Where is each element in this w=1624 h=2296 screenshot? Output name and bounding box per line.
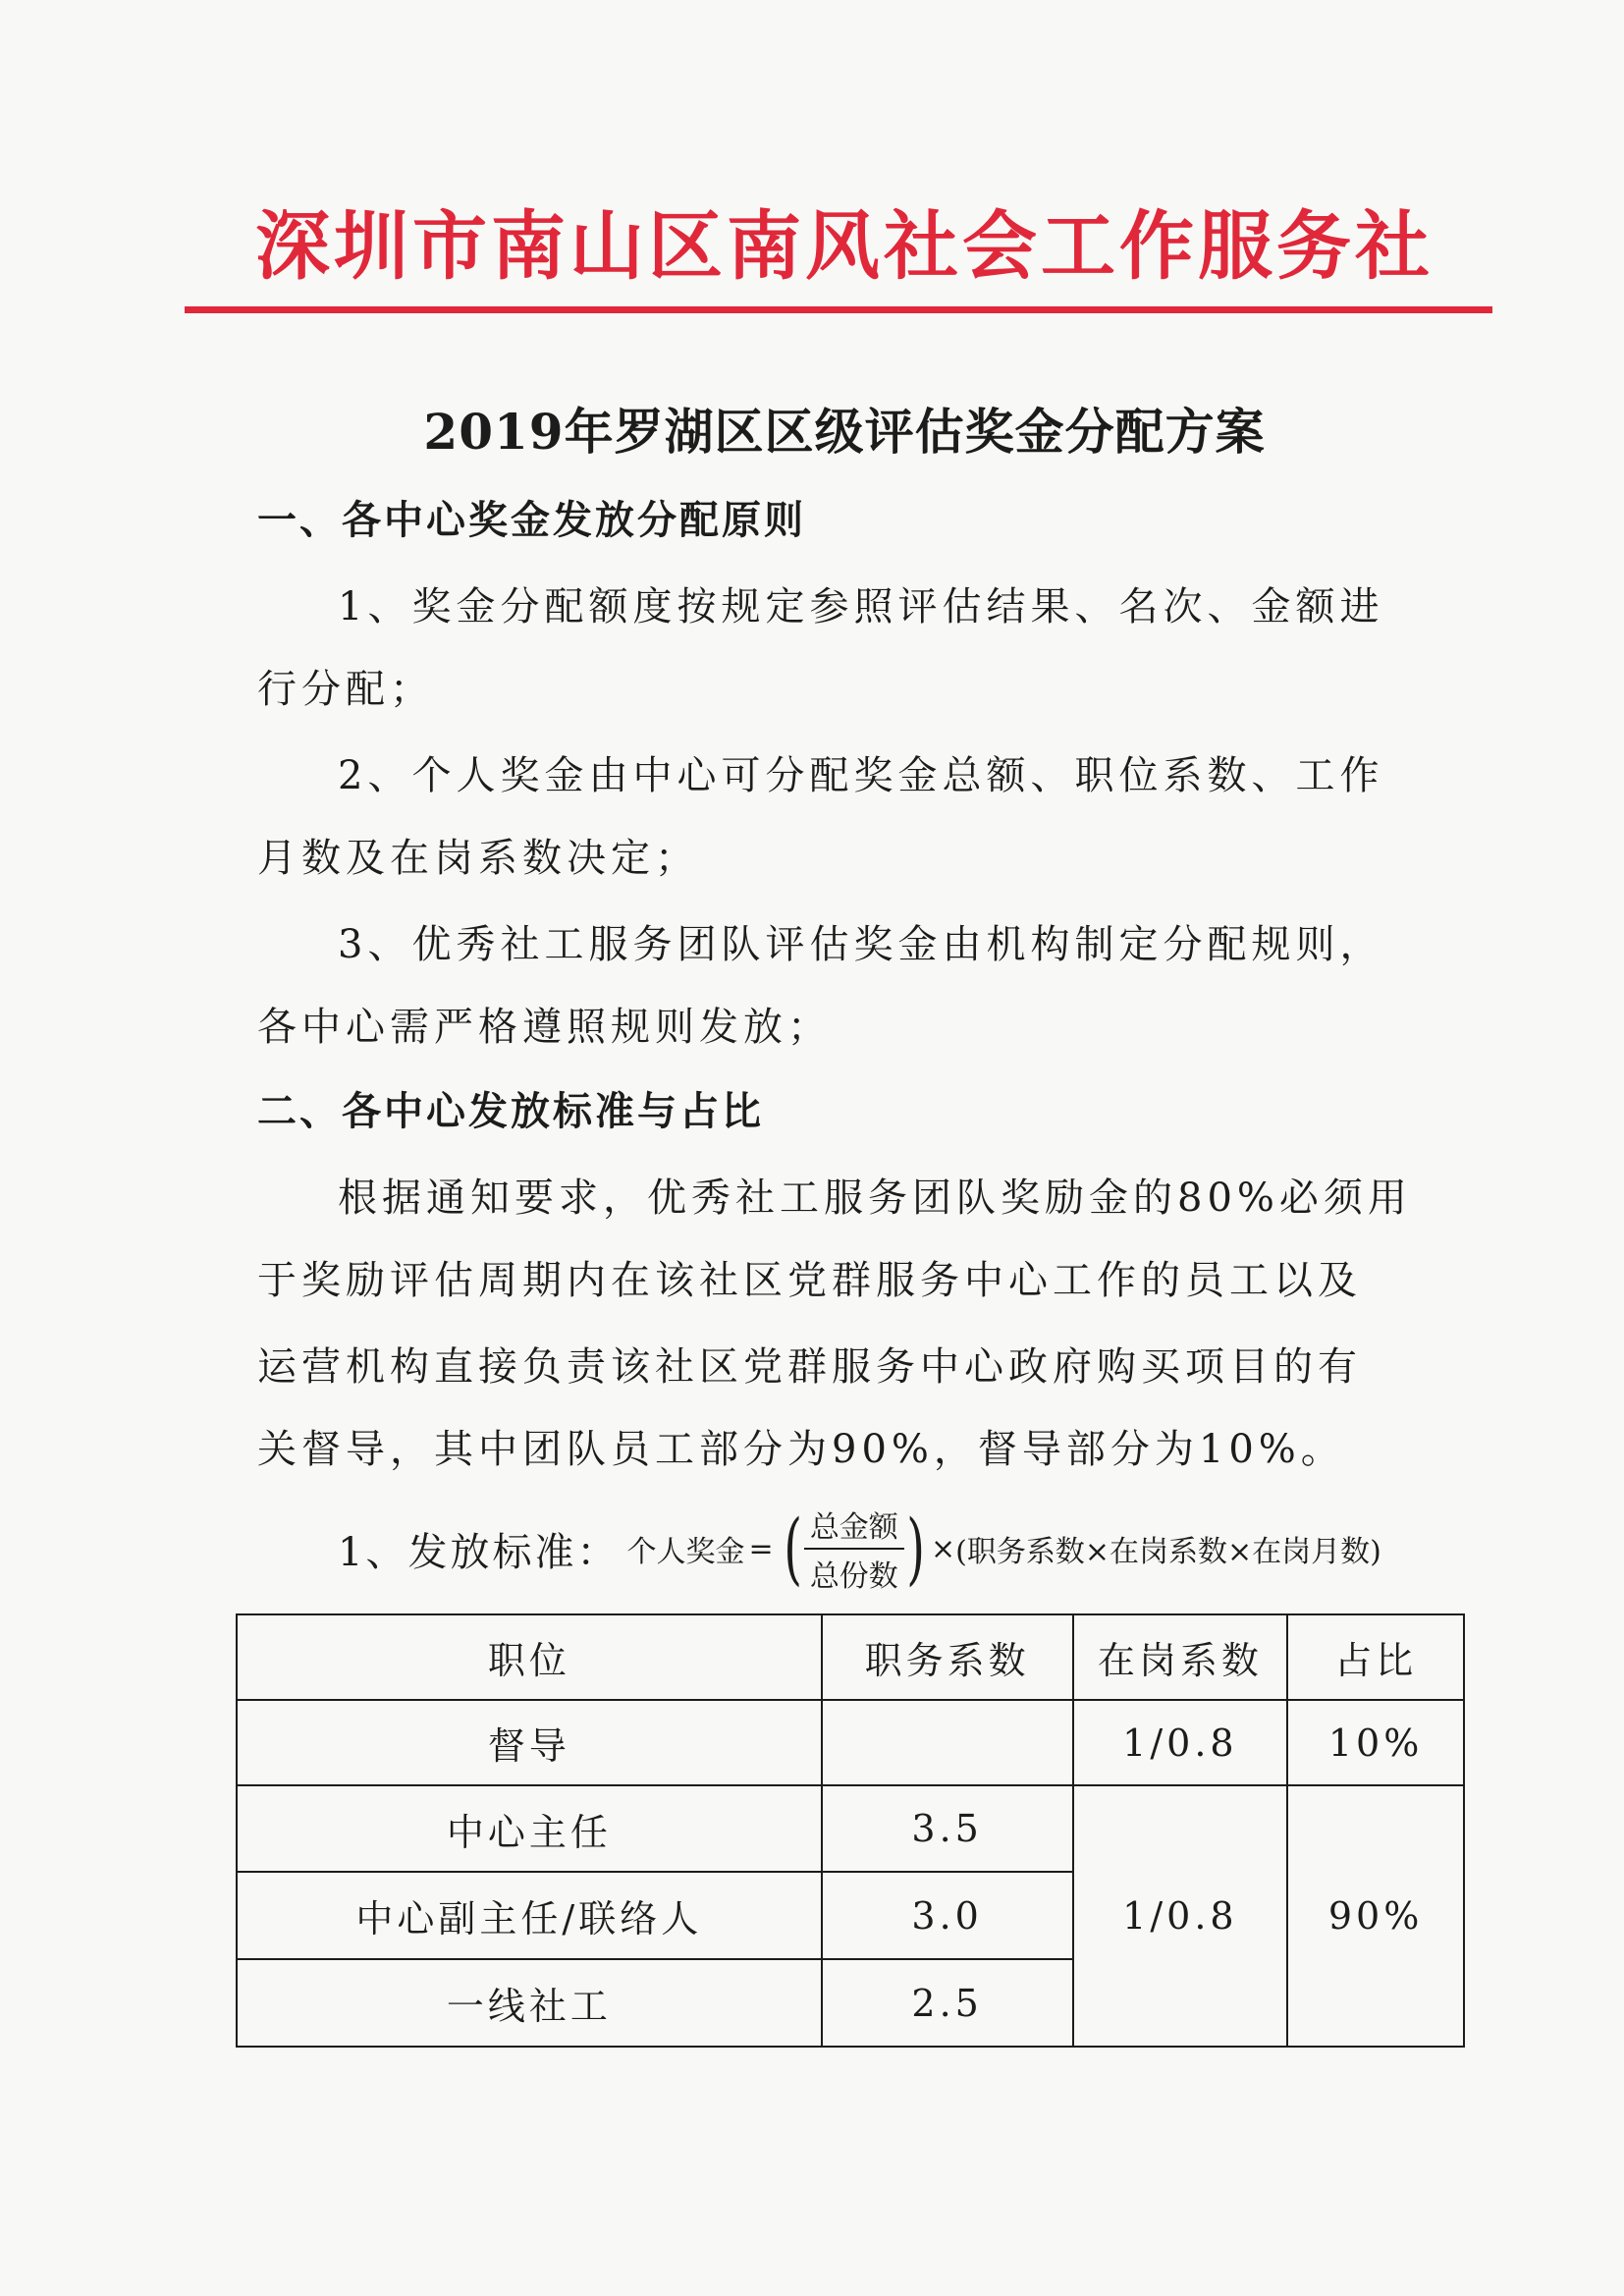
right-paren: ) bbox=[906, 1503, 925, 1594]
paragraph-line: 3、优秀社工服务团队评估奖金由机构制定分配规则， bbox=[338, 922, 1384, 967]
cell-role: 中心副主任/联络人 bbox=[237, 1872, 822, 1959]
payout-formula bbox=[338, 1504, 1381, 1593]
cell-coef bbox=[822, 1700, 1073, 1785]
paragraph-line: 1、奖金分配额度按规定参照评估结果、名次、金额进 bbox=[338, 584, 1384, 629]
cell-coef: 2.5 bbox=[822, 1959, 1073, 2047]
cell-share-merged: 90% bbox=[1287, 1785, 1464, 2047]
header-duty-coefficient: 职务系数 bbox=[822, 1614, 1073, 1700]
section-2-heading: 二、各中心发放标准与占比 bbox=[257, 1088, 764, 1134]
cell-role: 中心主任 bbox=[237, 1785, 822, 1872]
formula-denominator: 总份数 bbox=[809, 1559, 898, 1594]
paragraph-line: 关督导，其中团队员工部分为90%，督导部分为10%。 bbox=[257, 1427, 1345, 1472]
formula-numerator: 总金额 bbox=[804, 1503, 904, 1550]
formula-rhs: (职务系数×在岗系数×在岗月数) bbox=[955, 1535, 1381, 1569]
document-title: 2019年罗湖区区级评估奖金分配方案 bbox=[423, 403, 1266, 461]
formula-label: 1、发放标准： bbox=[338, 1529, 620, 1575]
table-row bbox=[237, 1700, 1464, 1785]
cell-onduty-merged: 1/0.8 bbox=[1073, 1785, 1288, 2047]
cell-role: 督导 bbox=[237, 1700, 822, 1785]
header-position: 职位 bbox=[237, 1614, 822, 1700]
paragraph-line: 于奖励评估周期内在该社区党群服务中心工作的员工以及 bbox=[257, 1258, 1362, 1303]
paragraph-line: 根据通知要求，优秀社工服务团队奖励金的80%必须用 bbox=[338, 1175, 1412, 1221]
paragraph-line: 2、个人奖金由中心可分配奖金总额、职位系数、工作 bbox=[338, 753, 1384, 798]
formula-lhs: 个人奖金 bbox=[626, 1535, 745, 1569]
cell-coef: 3.5 bbox=[822, 1785, 1073, 1872]
formula-expression bbox=[626, 1503, 1380, 1595]
letterhead: 深圳市南山区南风社会工作服务社 bbox=[255, 202, 1434, 290]
table-header-row bbox=[237, 1614, 1464, 1700]
paragraph-line: 各中心需严格遵照规则发放； bbox=[257, 1005, 832, 1050]
table-row bbox=[237, 1785, 1464, 1872]
cell-share: 10% bbox=[1287, 1700, 1464, 1785]
letterhead-rule bbox=[185, 306, 1492, 313]
paragraph-line: 行分配； bbox=[257, 667, 434, 712]
allocation-table bbox=[236, 1613, 1465, 2048]
formula-equals: = bbox=[748, 1531, 774, 1566]
cell-coef: 3.0 bbox=[822, 1872, 1073, 1959]
header-onduty-coefficient: 在岗系数 bbox=[1073, 1614, 1288, 1700]
left-paren: ( bbox=[783, 1503, 802, 1594]
formula-fraction bbox=[804, 1503, 904, 1595]
cell-role: 一线社工 bbox=[237, 1959, 822, 2047]
cell-onduty: 1/0.8 bbox=[1073, 1700, 1288, 1785]
formula-times: × bbox=[931, 1531, 956, 1566]
section-1-heading: 一、各中心奖金发放分配原则 bbox=[257, 497, 806, 543]
paragraph-line: 月数及在岗系数决定； bbox=[257, 836, 699, 881]
paragraph-line: 运营机构直接负责该社区党群服务中心政府购买项目的有 bbox=[257, 1344, 1362, 1390]
header-share: 占比 bbox=[1287, 1614, 1464, 1700]
